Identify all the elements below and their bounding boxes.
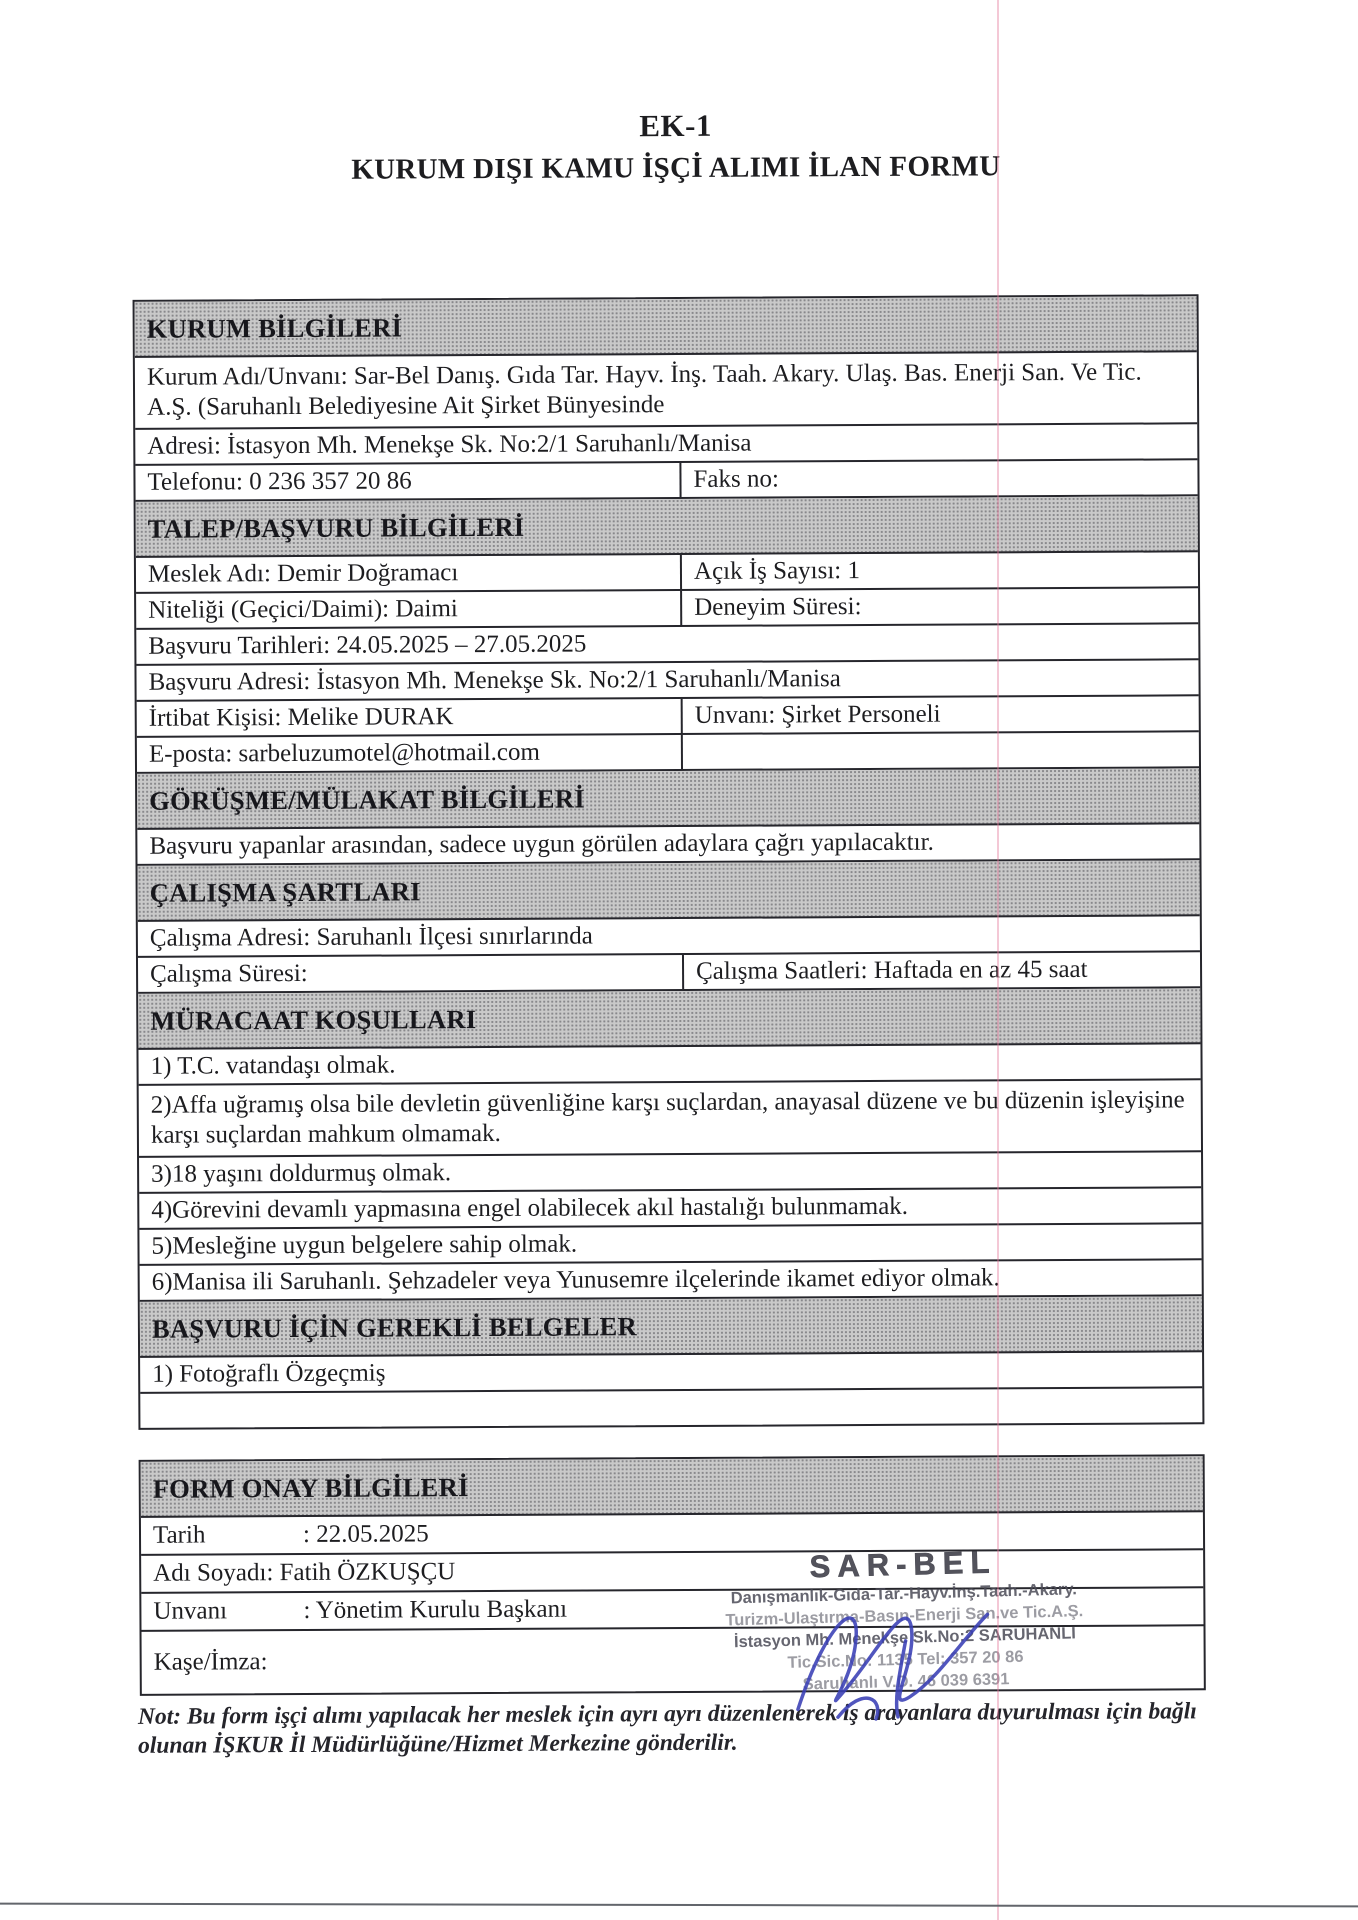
tarih-value: : 22.05.2025 — [302, 1519, 429, 1548]
field-eposta-cell — [137, 735, 683, 772]
form-code-title: EK-1 — [639, 107, 713, 144]
field-telefon — [135, 463, 681, 500]
section-header-gerekli-belgeler — [140, 1296, 1202, 1358]
note-label: Not: — [137, 1703, 182, 1730]
field-calisma-suresi-saatleri — [138, 952, 1200, 994]
stamp-line-4: Tic.Sic.No: 1135 Tel: 357 20 86 — [787, 1647, 1024, 1672]
field-meslek-acikis — [136, 552, 1198, 594]
muracaat-item-text: 3)18 yaşını doldurmuş olmak. — [151, 1158, 452, 1188]
stamp-line-5: Saruhanlı V.D. 46 039 6391 — [802, 1670, 1010, 1694]
field-irtibat-kisisi — [137, 699, 683, 736]
section-header-muracaat-kosullari — [138, 988, 1200, 1050]
field-unvan-text: Unvanı: Şirket Personeli — [694, 700, 941, 729]
note-text: Bu form işçi alımı yapılacak her meslek için ayrı ayrı düzenlenerek iş arayanlara duyurulması için bağlı olunan İŞKUR İl Müdürlüğüne/Hizmet Merkezine gönderilir. — [138, 1698, 1197, 1759]
muracaat-item-5 — [139, 1224, 1201, 1266]
field-kase-imza-text: Kaşe/İmza: — [153, 1647, 268, 1676]
field-eposta-empty-cell — [683, 732, 1199, 769]
field-deneyim-suresi — [682, 588, 1198, 625]
field-faks-text: Faks no: — [693, 464, 779, 493]
main-form-table — [133, 294, 1205, 1430]
field-telefon-text: Telefonu: 0 236 357 20 86 — [147, 466, 412, 496]
muracaat-item-4 — [139, 1188, 1201, 1230]
section-header-label: TALEP/BAŞVURU BİLGİLERİ — [147, 511, 525, 544]
field-kurum-adi — [135, 352, 1197, 430]
field-onay-unvan-text — [141, 1593, 577, 1628]
muracaat-item-text: 1) T.C. vatandaşı olmak. — [150, 1050, 396, 1080]
muracaat-item-text: 4)Görevini devamlı yapmasına engel olabilecek akıl hastalığı bulunmamak. — [151, 1192, 909, 1224]
stamp-line-1: Danışmanlık-Gıda-Tar.-Hayv.İnş.Taah.-Akary. — [730, 1580, 1078, 1608]
field-calisma-suresi — [138, 955, 684, 992]
section-header-label: MÜRACAAT KOŞULLARI — [150, 1003, 477, 1036]
muracaat-item-text: 6)Manisa ili Saruhanlı. Şehzadeler veya Yunusemre ilçelerinde ikamet ediyor olmak. — [151, 1263, 1000, 1296]
muracaat-item-1 — [138, 1044, 1200, 1086]
section-header-talep-basvuru — [136, 496, 1198, 558]
field-calisma-adresi — [138, 916, 1200, 958]
field-unvan — [683, 696, 1199, 733]
field-acik-is-text: Açık İş Sayısı: 1 — [693, 556, 861, 585]
field-deneyim-text: Deneyim Süresi: — [694, 592, 862, 621]
field-nitelik-deneyim — [136, 588, 1198, 630]
field-nitelik — [136, 591, 682, 628]
field-calisma-suresi-text: Çalışma Süresi: — [149, 959, 308, 988]
field-irtibat-text: İrtibat Kişisi: Melike DURAK — [148, 702, 454, 732]
field-basvuru-tarihleri — [136, 624, 1198, 666]
field-irtibat-unvan — [137, 696, 1199, 738]
field-adres-text: Adresi: İstasyon Mh. Menekşe Sk. No:2/1 Saruhanlı/Manisa — [147, 429, 752, 460]
field-telefon-faks — [135, 460, 1197, 502]
field-gorusme-aciklama-text: Başvuru yapanlar arasından, sadece uygun görülen adaylara çağrı yapılacaktır. — [149, 828, 934, 860]
footer-note — [138, 1697, 1228, 1761]
form-title: KURUM DIŞI KAMU İŞÇİ ALIMI İLAN FORMU — [351, 150, 1001, 186]
belgeler-item-1 — [140, 1352, 1202, 1394]
section-header-label: GÖRÜŞME/MÜLAKAT BİLGİLERİ — [149, 782, 585, 816]
stamp-company-name: SAR-BEL — [809, 1544, 997, 1585]
section-header-calisma-sartlari — [138, 860, 1200, 922]
field-acik-is-sayisi — [682, 552, 1198, 589]
section-header-label: FORM ONAY BİLGİLERİ — [152, 1471, 469, 1504]
field-eposta-text: E-posta: sarbeluzumotel@hotmail.com — [148, 738, 540, 768]
scanner-artifact-line — [997, 0, 999, 1920]
field-calisma-saatleri-text: Çalışma Saatleri: Haftada en az 45 saat — [695, 955, 1088, 985]
section-header-label: ÇALIŞMA ŞARTLARI — [149, 875, 421, 908]
field-basvuru-adresi-text: Başvuru Adresi: İstasyon Mh. Menekşe Sk. No:2/1 Saruhanlı/Manisa — [148, 664, 841, 696]
field-meslek — [136, 555, 682, 592]
muracaat-item-6 — [140, 1260, 1202, 1302]
unvan-value: : Yönetim Kurulu Başkanı — [303, 1595, 568, 1624]
section-header-label: KURUM BİLGİLERİ — [146, 311, 403, 344]
section-header-label: BAŞVURU İÇİN GEREKLİ BELGELER — [151, 1310, 638, 1344]
field-eposta — [137, 732, 1199, 774]
section-header-kurum-bilgileri — [135, 296, 1197, 358]
field-kurum-adi-text: Kurum Adı/Unvanı: Sar-Bel Danış. Gıda Tar. Hayv. İnş. Taah. Akary. Ulaş. Bas. Enerji San. Ve Tic. A.Ş. (Saruhanlı Belediyesine Ait Şirket Bünyesinde — [146, 358, 1142, 421]
field-nitelik-text: Niteliği (Geçici/Daimi): Daimi — [148, 594, 458, 624]
field-faks — [681, 460, 1197, 497]
stamp-line-3: İstasyon Mh. Menekşe Sk.No:2 SARUHANLI — [733, 1624, 1077, 1652]
signature-scribble — [779, 1580, 1020, 1721]
muracaat-item-3 — [139, 1152, 1201, 1194]
empty-row — [140, 1388, 1202, 1428]
field-meslek-text: Meslek Adı: Demir Doğramacı — [147, 558, 459, 588]
field-adres — [135, 424, 1197, 466]
field-gorusme-aciklama — [137, 824, 1199, 866]
field-adi-soyadi-text: Adı Soyadı: Fatih ÖZKUŞÇU — [153, 1557, 456, 1587]
section-header-form-onay — [141, 1456, 1203, 1518]
belgeler-item-text: 1) Fotoğraflı Özgeçmiş — [152, 1359, 386, 1388]
stamp-line-2: Turizm-Ulaştırma-Basın-Enerji San.ve Tic.A.Ş. — [725, 1602, 1084, 1630]
muracaat-item-text: 5)Mesleğine uygun belgelere sahip olmak. — [151, 1230, 578, 1260]
field-calisma-adresi-text: Çalışma Adresi: Saruhanlı İlçesi sınırlarında — [149, 921, 593, 952]
field-calisma-saatleri — [684, 952, 1200, 989]
section-header-gorusme-mulakat — [137, 768, 1199, 830]
field-tarih-text — [141, 1518, 439, 1553]
unvan-label: Unvanı — [153, 1596, 228, 1625]
field-basvuru-tarihleri-text: Başvuru Tarihleri: 24.05.2025 – 27.05.2025 — [148, 629, 587, 660]
muracaat-item-2 — [139, 1080, 1201, 1158]
muracaat-item-text: 2)Affa uğramış olsa bile devletin güvenliğine karşı suçlardan, anayasal düzene ve bu düzenin işleyişine karşı suçlardan mahkum olmamak. — [150, 1085, 1185, 1149]
tarih-label: Tarih — [152, 1520, 206, 1549]
field-basvuru-adresi — [136, 660, 1198, 702]
